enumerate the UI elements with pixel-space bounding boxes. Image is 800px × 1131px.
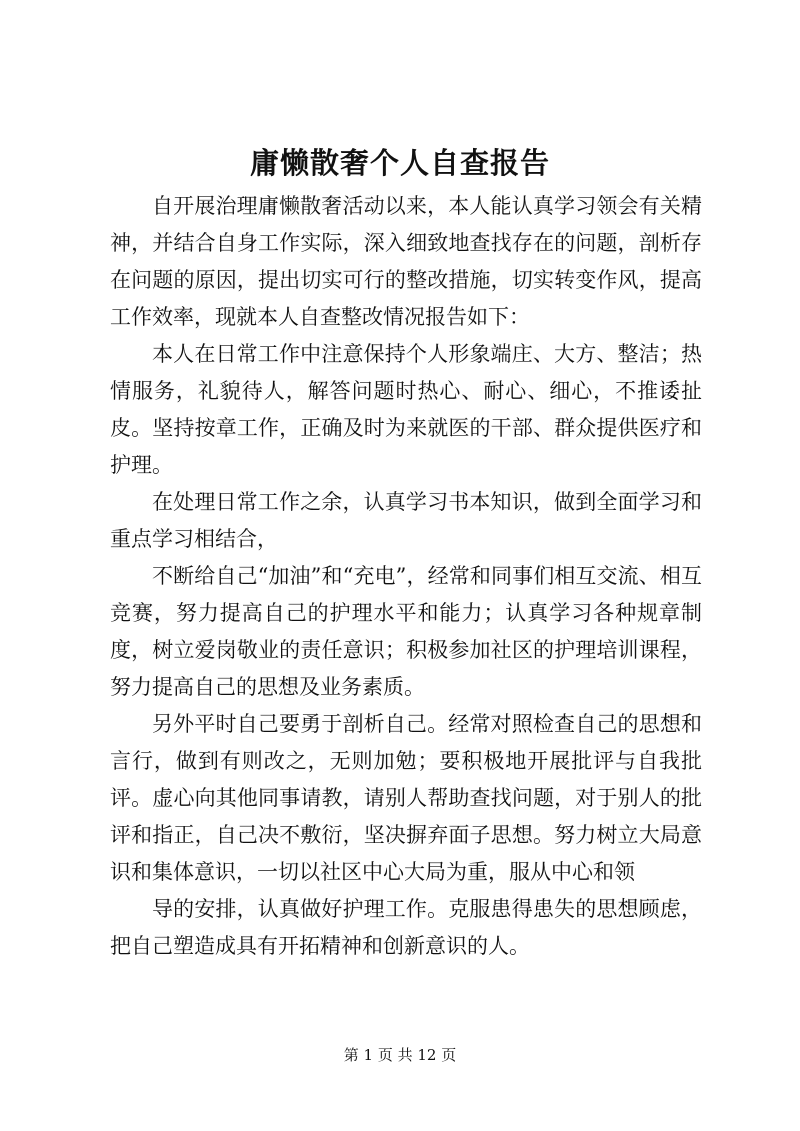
paragraph-conclusion: 导的安排，认真做好护理工作。克服患得患失的思想顾虑，把自己塑造成具有开拓精神和创新意识的人。 xyxy=(110,897,702,958)
document-title: 庸懒散奢个人自查报告 xyxy=(249,146,550,180)
paragraph-study: 在处理日常工作之余，认真学习书本知识，做到全面学习和重点学习相结合， xyxy=(110,490,702,551)
document-body xyxy=(110,188,702,965)
paragraph-improvement: 不断给自己“加油”和“充电”，经常和同事们相互交流、相互竞赛，努力提高自己的护理水平和能力；认真学习各种规章制度，树立爱岗敬业的责任意识；积极参加社区的护理培训课程，努力提高自己的思想及业务素质。 xyxy=(110,564,702,699)
page-number-footer: 第 1 页 共 12 页 xyxy=(343,1046,457,1064)
paragraph-self-criticism: 另外平时自己要勇于剖析自己。经常对照检查自己的思想和言行，做到有则改之，无则加勉；要积极地开展批评与自我批评。虚心向其他同事请教，请别人帮助查找问题，对于别人的批评和指正，自己决不敷衍，坚决摒弃面子思想。努力树立大局意识和集体意识，一切以社区中心大局为重，服从中心和领 xyxy=(110,712,702,884)
paragraph-service: 本人在日常工作中注意保持个人形象端庄、大方、整洁；热情服务，礼貌待人，解答问题时热心、耐心、细心，不推诿扯皮。坚持按章工作，正确及时为来就医的干部、群众提供医疗和护理。 xyxy=(110,342,702,477)
paragraph-intro: 自开展治理庸懒散奢活动以来，本人能认真学习领会有关精神，并结合自身工作实际，深入细致地查找存在的问题，剖析存在问题的原因，提出切实可行的整改措施，切实转变作风，提高工作效率，现就本人自查整改情况报告如下： xyxy=(110,194,702,329)
